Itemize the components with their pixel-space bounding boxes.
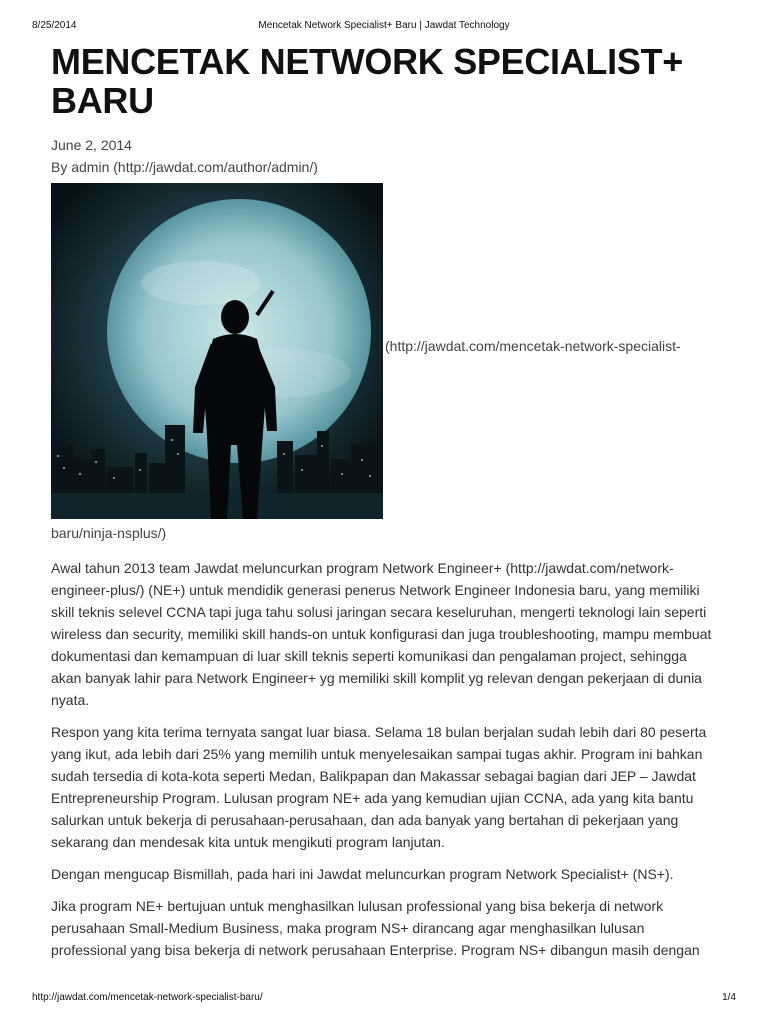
print-url: http://jawdat.com/mencetak-network-specialist-baru/ xyxy=(32,992,263,1003)
paragraph-4: Jika program NE+ bertujuan untuk menghasilkan lulusan professional yang bisa bekerja di network perusahaan Small-Medium Business, maka program NS+ dirancang agar menghasilkan lulusan professional yang bisa bekerja di network perusahaan Enterprise. Program NS+ dibangun masih dengan xyxy=(51,898,700,958)
paragraph-1-text-a: Awal tahun 2013 team Jawdat meluncurkan program Network Engineer+ xyxy=(51,560,506,576)
print-page-title: Mencetak Network Specialist+ Baru | Jawdat Technology xyxy=(258,20,510,31)
article xyxy=(51,42,719,971)
paragraph-1-text-b: (NE+) untuk mendidik generasi penerus Network Engineer Indonesia baru, yang memiliki skill teknis selevel CCNA tapi juga tahu solusi jaringan secara keseluruhan, mengerti teknologi lain seperti wireless dan security, memiliki skill hands-on untuk konfigurasi dan juga troubleshooting, mampu membuat dokumentasi dan kemampuan di luar skill teknis seperti komunikasi dan pengalaman project, sehingga akan banyak lahir para Network Engineer+ yg memiliki skill komplit yg relevan dengan pekerjaan di dunia nyata. xyxy=(51,582,712,708)
article-meta xyxy=(51,134,719,178)
paragraph-2: Respon yang kita terima ternyata sangat luar biasa. Selama 18 bulan berjalan sudah lebih dari 80 peserta yang ikut, ada lebih dari 25% yang memilih untuk menyelesaikan sampai tugas akhir. Program ini bahkan sudah tersedia di kota-kota seperti Medan, Balikpapan dan Makassar sebagai bagian dari JEP – Jawdat Entrepreneurship Program. Lulusan program NE+ ada yang kemudian ujian CCNA, ada yang kita bantu salurkan untuk bekerja di perusahaan-perusahaan, dan ada banyak yang bertahan di pekerjaan yang sekarang dan mendesak kita untuk mengikuti program lanjutan. xyxy=(51,724,707,850)
print-header xyxy=(32,20,736,34)
article-title xyxy=(51,42,719,120)
author-link[interactable]: (http://jawdat.com/author/admin/) xyxy=(113,159,318,175)
paragraph-3: Dengan mengucap Bismillah, pada hari ini Jawdat meluncurkan program Network Specialist+ (NS+). xyxy=(51,866,674,882)
article-date: June 2, 2014 xyxy=(51,137,132,153)
featured-figure xyxy=(51,183,719,519)
paragraph-1 xyxy=(51,557,719,711)
article-title-line1: MENCETAK NETWORK SPECIALIST+ xyxy=(51,41,683,82)
byline-prefix: By admin xyxy=(51,159,114,175)
network-engineer-plus-link[interactable]: (http://jawdat.com/network-engineer-plus/) xyxy=(51,560,674,598)
article-body xyxy=(51,557,719,961)
page-number: 1/4 xyxy=(722,992,736,1003)
print-date: 8/25/2014 xyxy=(32,20,77,31)
image-link[interactable]: (http://jawdat.com/mencetak-network-specialist- xyxy=(385,338,681,354)
article-title-line2: BARU xyxy=(51,80,154,121)
print-footer xyxy=(32,992,736,1006)
image-link-continued[interactable]: baru/ninja-nsplus/) xyxy=(51,525,167,541)
ninja-image[interactable] xyxy=(51,183,383,519)
byline xyxy=(51,156,719,178)
